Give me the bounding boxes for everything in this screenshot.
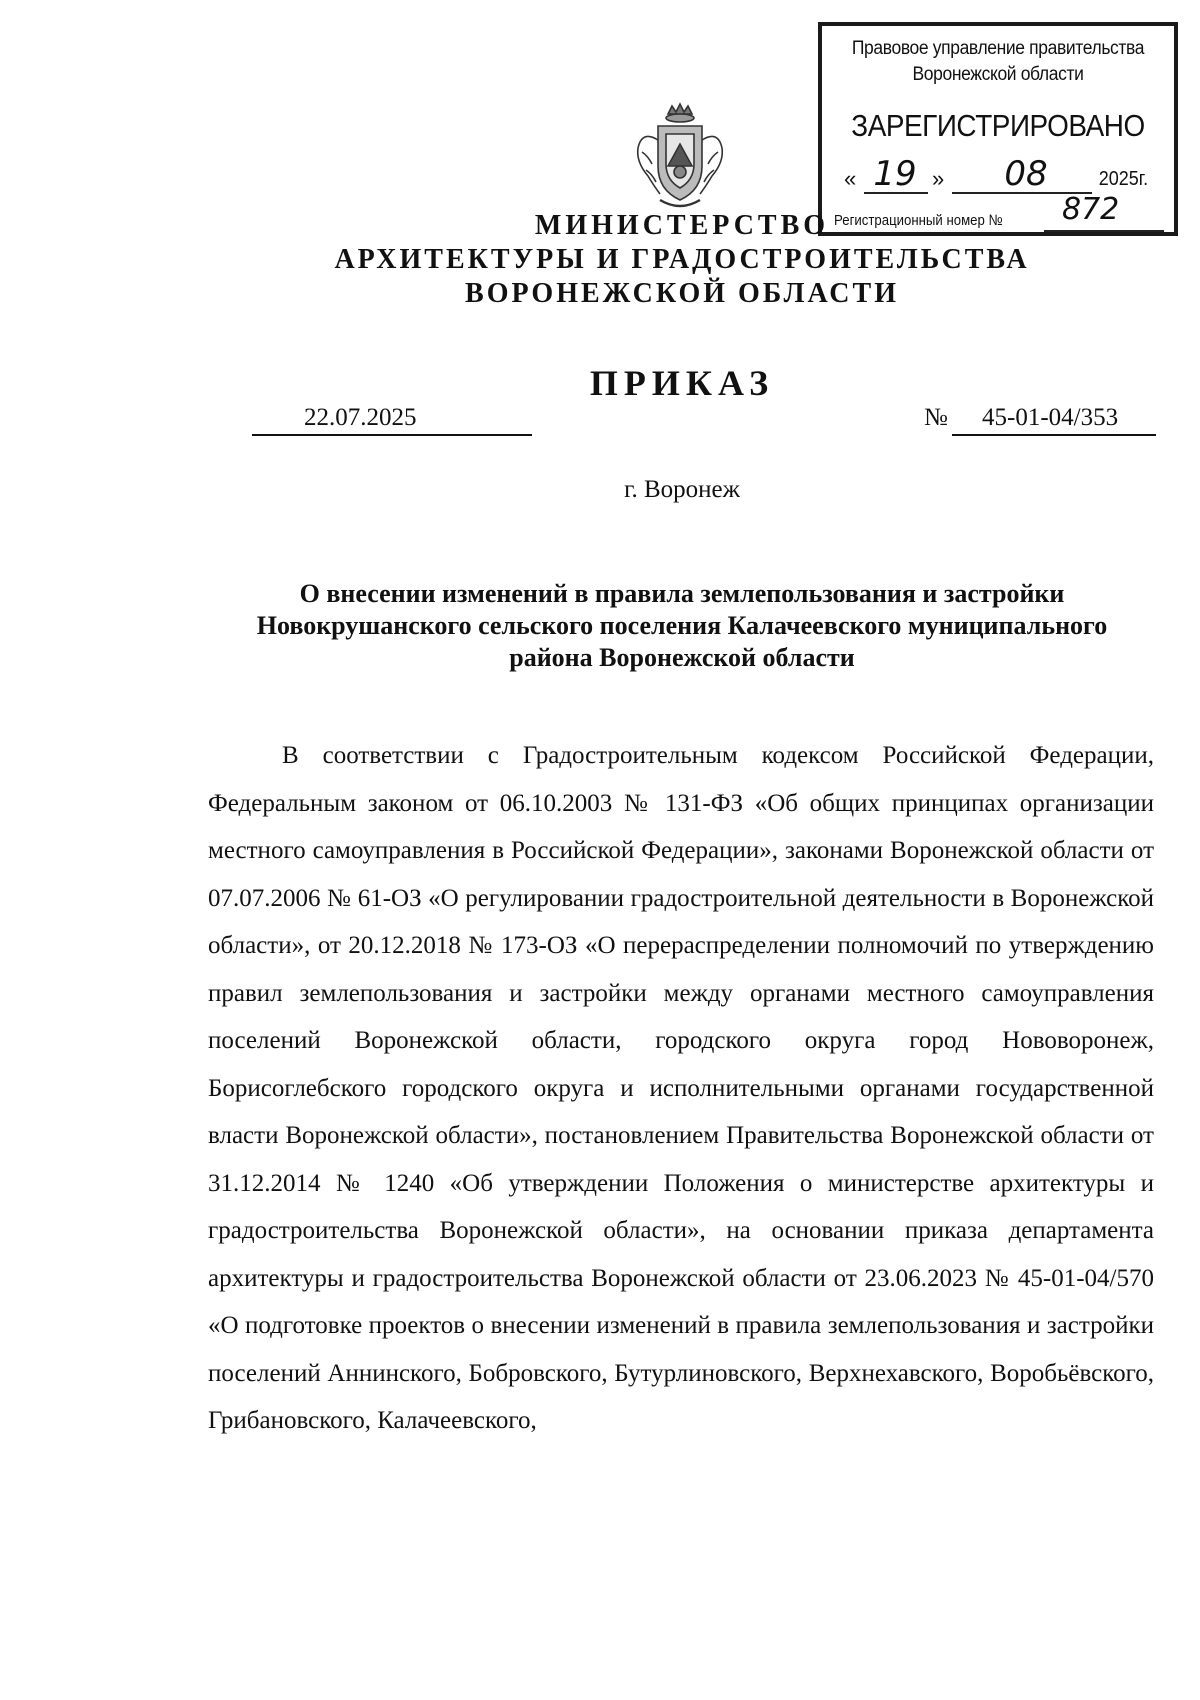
stamp-quote-open: « <box>844 166 857 191</box>
order-subject: О внесении изменений в правила землепользования и застройки Новокрушанского сельского поселения Калачеевского муниципального района Воронежской области <box>256 579 1108 672</box>
ministry-name-line2: АРХИТЕКТУРЫ И ГРАДОСТРОИТЕЛЬСТВА <box>334 244 1030 275</box>
order-city: г. Воронеж <box>624 476 740 503</box>
document-title: ПРИКАЗ <box>589 363 775 403</box>
order-date: 22.07.2025 <box>304 404 417 431</box>
stamp-status: ЗАРЕГИСТРИРОВАНО <box>851 108 1145 143</box>
order-date-field <box>252 404 532 436</box>
order-body-paragraph: В соответствии с Градостроительным кодексом Российской Федерации, Федеральным законом от 06.10.2003 № 131-ФЗ «Об общих принципах организации местного самоуправления в Российской Федерации», законами Воронежской области от 07.07.2006 № 61-ОЗ «О регулировании градостроительной деятельности в Воронежской области», от 20.12.2018 № 173-ОЗ «О перераспределении полномочий по утверждению правил землепользования и застройки между органами местного самоуправления поселений Воронежской области, городского округа город Нововоронеж, Борисоглебского городского округа и исполнительными органами государственной власти Воронежской области», постановлением Правительства Воронежской области от 31.12.2014 № 1240 «Об утверждении Положения о министерстве архитектуры и градостроительства Воронежской области», на основании приказа департамента архитектуры и градостроительства Воронежской области от 23.06.2023 № 45-01-04/570 «О подготовке проектов о внесении изменений в правила землепользования и застройки поселений Аннинского, Бобровского, Бутурлиновского, Верхнехавского, Воробьёвского, Грибановского, Калачеевского, <box>208 742 1154 1434</box>
order-number-field <box>952 404 1156 436</box>
stamp-reg-number: 872 <box>1062 192 1120 227</box>
ministry-name-line1: МИНИСТЕРСТВО <box>534 210 830 241</box>
ministry-name-line3: ВОРОНЕЖСКОЙ ОБЛАСТИ <box>465 278 899 309</box>
order-number: 45-01-04/353 <box>982 404 1119 431</box>
stamp-quote-close: » <box>932 166 945 191</box>
coat-of-arms-icon <box>628 100 732 214</box>
stamp-year: 2025г. <box>1098 168 1149 190</box>
registration-stamp <box>818 22 1178 236</box>
stamp-day-line <box>864 192 928 194</box>
stamp-department: Правовое управление правительства Воронежской области <box>851 38 1145 85</box>
order-number-sign: № <box>924 404 948 431</box>
stamp-month: 08 <box>1004 154 1048 194</box>
stamp-reg-label: Регистрационный номер № <box>834 212 1003 229</box>
stamp-day: 19 <box>873 154 917 194</box>
